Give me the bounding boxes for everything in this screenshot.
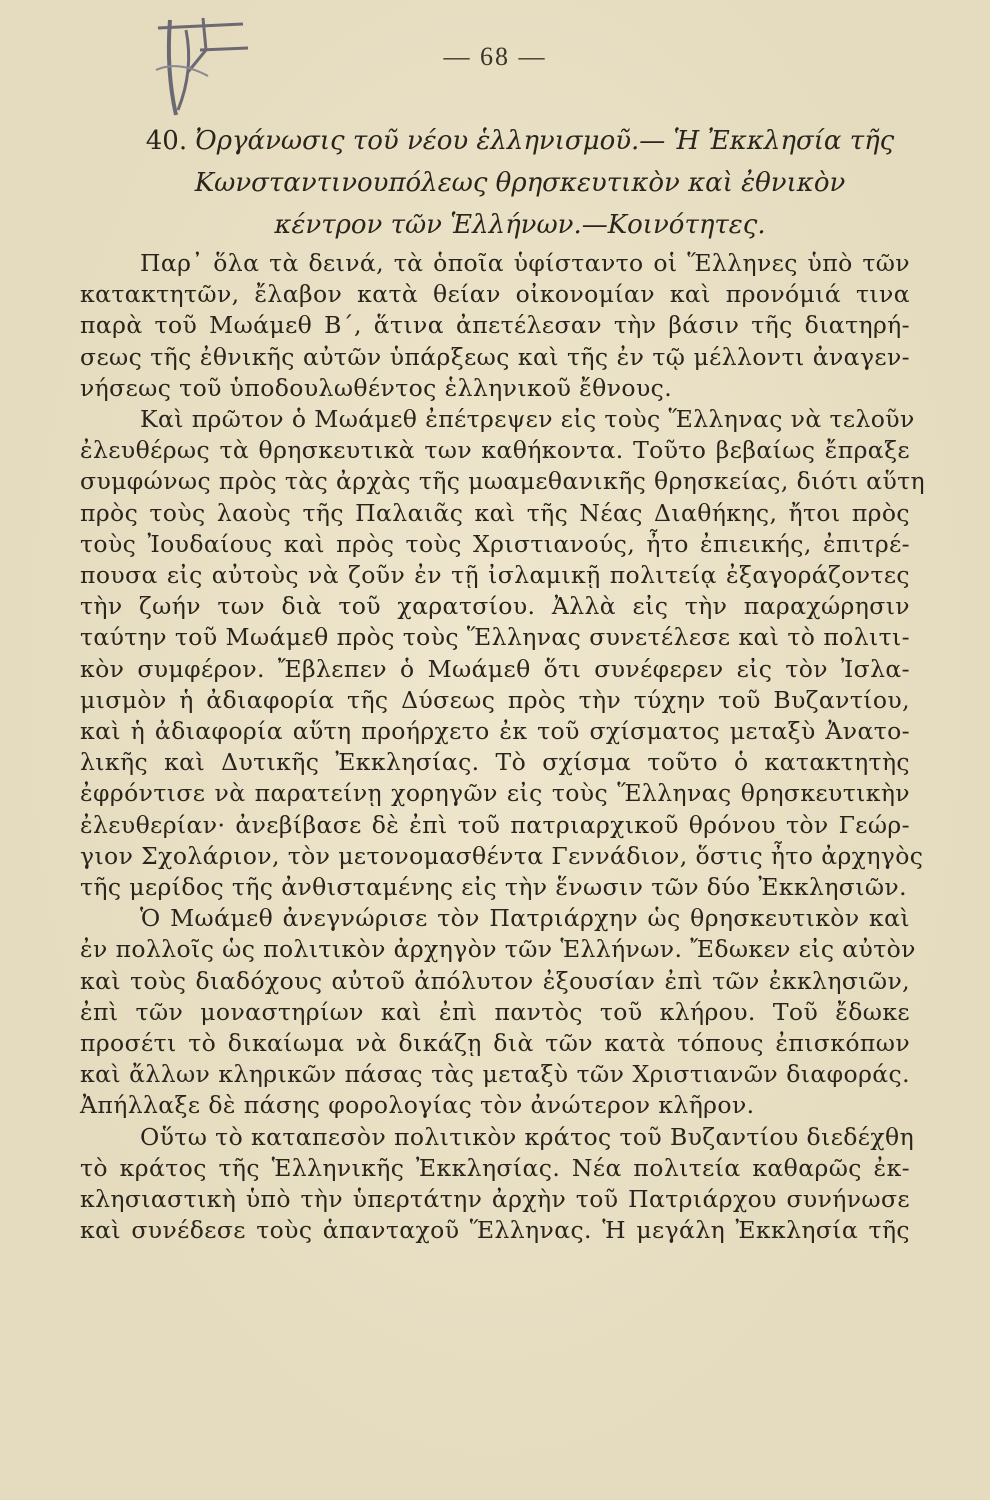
page-number: — 68 — bbox=[443, 42, 547, 71]
paragraph bbox=[80, 1122, 915, 1247]
text-line: σεως τῆς ἐθνικῆς αὐτῶν ὑπάρξεως καὶ τῆς ἐν τῷ μέλλοντι ἀναγεν- bbox=[80, 342, 910, 371]
text-line: ἐλευθερίαν· ἀνεβίβασε δὲ ἐπὶ τοῦ πατριαρχικοῦ θρόνου τὸν Γεώρ- bbox=[80, 810, 910, 839]
text-line: ἐφρόντισε νὰ παρατείνῃ χορηγῶν εἰς τοὺς Ἕλληνας θρησκευτικὴν bbox=[80, 779, 910, 808]
text-line: τῆς μερίδος τῆς ἀνθισταμένης εἰς τὴν ἕνωσιν τῶν δύο Ἐκκλησιῶν. bbox=[80, 873, 907, 902]
text-line: γιον Σχολάριον, τὸν μετονομασθέντα Γεννάδιον, ὅστις ἦτο ἀρχηγὸς bbox=[80, 841, 924, 870]
heading-line: κέντρον τῶν Ἑλλήνων.—Κοινότητες. bbox=[274, 210, 766, 240]
text-line: πρὸς τοὺς λαοὺς τῆς Παλαιᾶς καὶ τῆς Νέας Διαθήκης, ἤτοι πρὸς bbox=[80, 498, 910, 527]
text-line: ταύτην τοῦ Μωάμεθ πρὸς τοὺς Ἕλληνας συνετέλεσε καὶ τὸ πολιτι- bbox=[80, 623, 910, 652]
text-line: νήσεως τοῦ ὑποδουλωθέντος ἑλληνικοῦ ἔθνους. bbox=[80, 373, 673, 402]
text-line: καὶ συνέδεσε τοὺς ἁπανταχοῦ Ἕλληνας. Ἡ μεγάλη Ἐκκλησία τῆς bbox=[80, 1216, 910, 1245]
text-line: καὶ ἄλλων κληρικῶν πάσας τὰς μεταξὺ τῶν Χριστιανῶν διαφοράς. bbox=[80, 1060, 910, 1089]
text-line: Ἀπήλλαξε δὲ πάσης φορολογίας τὸν ἀνώτερον κλῆρον. bbox=[80, 1091, 755, 1120]
text-line: συμφώνως πρὸς τὰς ἀρχὰς τῆς μωαμεθανικῆς θρησκείας, διότι αὕτη bbox=[80, 467, 926, 496]
text-line: ἐπὶ τῶν μοναστηρίων καὶ ἐπὶ παντὸς τοῦ κλήρου. Τοῦ ἔδωκε bbox=[80, 997, 910, 1026]
text-line: Καὶ πρῶτον ὁ Μωάμεθ ἐπέτρεψεν εἰς τοὺς Ἕλληνας νὰ τελοῦν bbox=[140, 405, 915, 434]
text-line: τὴν ζωήν των διὰ τοῦ χαρατσίου. Ἀλλὰ εἰς τὴν παραχώρησιν bbox=[80, 592, 910, 621]
paragraph bbox=[80, 903, 916, 1121]
text-line: Οὕτω τὸ καταπεσὸν πολιτικὸν κράτος τοῦ Βυζαντίου διεδέχθη bbox=[140, 1122, 915, 1151]
text-line: ἐν πολλοῖς ὡς πολιτικὸν ἀρχηγὸν τῶν Ἑλλήνων. Ἔδωκεν εἰς αὐτὸν bbox=[80, 935, 916, 964]
text-line: Ὁ Μωάμεθ ἀνεγνώρισε τὸν Πατριάρχην ὡς θρησκευτικὸν καὶ bbox=[140, 904, 910, 933]
text-line: τὸ κράτος τῆς Ἑλληνικῆς Ἐκκλησίας. Νέα πολιτεία καθαρῶς ἐκ- bbox=[80, 1153, 910, 1182]
text-line: τοὺς Ἰουδαίους καὶ πρὸς τοὺς Χριστιανούς, ἦτο ἐπιεικής, ἐπιτρέ- bbox=[80, 529, 910, 558]
text-line: κατακτητῶν, ἔλαβον κατὰ θείαν οἰκονομίαν καὶ προνόμιά τινα bbox=[80, 280, 910, 309]
text-line: παρὰ τοῦ Μωάμεθ Β΄, ἅτινα ἀπετέλεσαν τὴν βάσιν τῆς διατηρή- bbox=[80, 311, 910, 340]
section-number: 40. bbox=[145, 126, 188, 156]
section-heading bbox=[130, 120, 910, 246]
heading-line bbox=[130, 120, 910, 162]
text-line: Παρ᾽ ὅλα τὰ δεινά, τὰ ὁποῖα ὑφίσταντο οἱ Ἕλληνες ὑπὸ τῶν bbox=[140, 249, 910, 277]
text-line: λικῆς καὶ Δυτικῆς Ἐκκλησίας. Τὸ σχίσμα τοῦτο ὁ κατακτητὴς bbox=[80, 748, 910, 777]
text-line: μισμὸν ἡ ἀδιαφορία τῆς Δύσεως πρὸς τὴν τύχην τοῦ Βυζαντίου, bbox=[80, 685, 910, 714]
text-line: προσέτι τὸ δικαίωμα νὰ δικάζῃ διὰ τῶν κατὰ τόπους ἐπισκόπων bbox=[80, 1029, 910, 1058]
text-line: κλησιαστικὴ ὑπὸ τὴν ὑπερτάτην ἀρχὴν τοῦ Πατριάρχου συνήνωσε bbox=[80, 1185, 910, 1214]
text-line: κὸν συμφέρον. Ἔβλεπεν ὁ Μωάμεθ ὅτι συνέφερεν εἰς τὸν Ἰσλα- bbox=[80, 654, 910, 683]
body-text bbox=[80, 248, 926, 1247]
text-line: καὶ ἡ ἀδιαφορία αὕτη προήρχετο ἐκ τοῦ σχίσματος μεταξὺ Ἀνατο- bbox=[80, 717, 910, 746]
text-line: καὶ τοὺς διαδόχους αὐτοῦ ἀπόλυτον ἐξουσίαν ἐπὶ τῶν ἐκκλησιῶν, bbox=[80, 966, 910, 995]
heading-text: Ὀργάνωσις τοῦ νέου ἑλληνισμοῦ.— Ἡ Ἐκκλησία τῆς bbox=[195, 126, 895, 156]
text-line: ἐλευθέρως τὰ θρησκευτικὰ των καθήκοντα. Τοῦτο βεβαίως ἔπραξε bbox=[80, 436, 910, 465]
heading-line: Κωνσταντινουπόλεως θρησκευτικὸν καὶ ἐθνικὸν bbox=[194, 168, 846, 198]
paragraph bbox=[80, 248, 910, 404]
paragraph bbox=[80, 404, 926, 903]
text-line: πουσα εἰς αὐτοὺς νὰ ζοῦν ἐν τῇ ἰσλαμικῇ πολιτείᾳ ἐξαγοράζοντες bbox=[80, 561, 910, 590]
